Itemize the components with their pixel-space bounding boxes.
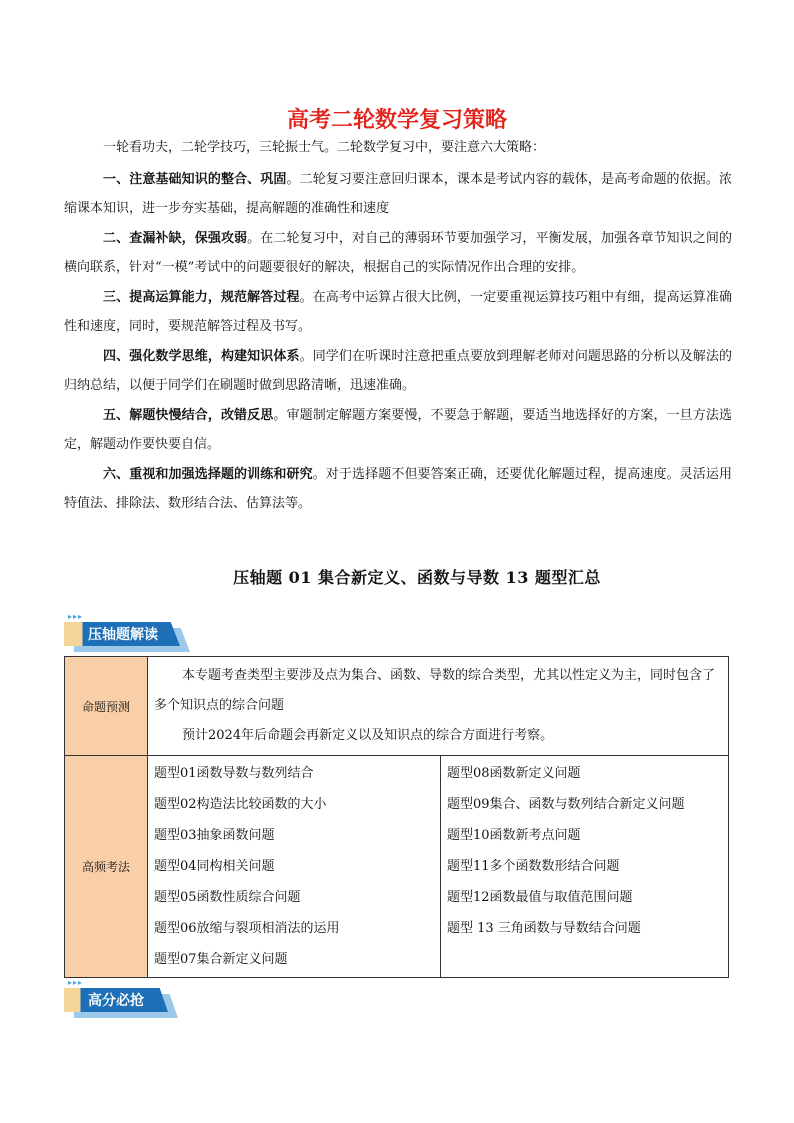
section-badge-highscore xyxy=(64,978,168,1012)
types-right-cell xyxy=(441,756,729,978)
list-item: 题型07集合新定义问题 xyxy=(154,952,288,967)
strategy-heading: 二、查漏补缺，保强攻弱 xyxy=(103,231,248,246)
list-item: 题型05函数性质综合问题 xyxy=(154,890,301,905)
strategy-heading: 五、解题快慢结合，改错反思 xyxy=(103,408,274,423)
list-item: 题型11多个函数数形结合问题 xyxy=(447,859,620,874)
types-left-cell xyxy=(148,756,441,978)
section-badge-interpretation xyxy=(64,612,180,646)
strategy-heading: 六、重视和加强选择题的训练和研究 xyxy=(103,467,313,482)
strategy-heading: 三、提高运算能力，规范解答过程 xyxy=(103,290,300,305)
table-row xyxy=(65,756,729,978)
list-item: 题型 13 三角函数与导数结合问题 xyxy=(447,921,641,936)
strategy-text: 。在高考中运算占很大比例，一定要重视运算技巧粗中有细，提高运算准确性和速度，同时，要规范解答过程及书写。 xyxy=(64,290,732,334)
list-item: 题型08函数新定义问题 xyxy=(447,766,581,781)
strategy-item xyxy=(64,224,732,282)
strategy-item xyxy=(64,283,732,341)
strategy-item xyxy=(64,342,732,400)
intro-text: 一轮看功夫，二轮学技巧，三轮振士气。二轮数学复习中，要注意六大策略： xyxy=(103,140,546,155)
list-item: 题型04同构相关问题 xyxy=(154,859,275,874)
row-label-prediction: 命题预测 xyxy=(65,657,148,756)
badge-label: 压轴题解读 xyxy=(88,627,158,643)
strategy-item xyxy=(64,165,732,223)
strategy-text: 。同学们在听课时注意把重点要放到理解老师对问题思路的分析以及解法的归纳总结，以便于同学们在刷题时做到思路清晰，迅速准确。 xyxy=(64,349,732,393)
prediction-paragraph: 本专题考查类型主要涉及点为集合、函数、导数的综合类型，尤其以性定义为主，同时包含了多个知识点的综合问题 xyxy=(154,668,716,713)
dots-decoration-icon: ▸▸▸ xyxy=(68,612,84,621)
strategy-text: 。审题制定解题方案要慢，不要急于解题，要适当地选择好的方案，一旦方法选定，解题动作要快要自信。 xyxy=(64,408,732,452)
page-title: 高考二轮数学复习策略 xyxy=(286,108,507,133)
table-row xyxy=(65,657,729,756)
badge-label: 高分必抢 xyxy=(88,993,144,1009)
list-item: 题型10函数新考点问题 xyxy=(447,828,581,843)
strategy-heading: 一、注意基础知识的整合、巩固 xyxy=(103,172,287,187)
list-item: 题型03抽象函数问题 xyxy=(154,828,275,843)
strategy-text: 。在二轮复习中，对自己的薄弱环节要加强学习，平衡发展，加强各章节知识之间的横向联系，针对“一模”考试中的问题要很好的解决，根据自己的实际情况作出合理的安排。 xyxy=(64,231,732,275)
strategy-text: 。二轮复习要注意回归课本，课本是考试内容的载体，是高考命题的依据。浓缩课本知识，进一步夯实基础，提高解题的准确性和速度 xyxy=(64,172,732,216)
strategy-heading: 四、强化数学思维，构建知识体系 xyxy=(103,349,300,364)
strategy-item xyxy=(64,460,732,518)
dots-decoration-icon: ▸▸▸ xyxy=(68,978,84,987)
row-label-frequent: 高频考法 xyxy=(65,756,148,978)
section-title: 压轴题 01 集合新定义、函数与导数 13 题型汇总 xyxy=(233,568,601,587)
list-item: 题型06放缩与裂项相消法的运用 xyxy=(154,921,340,936)
list-item: 题型12函数最值与取值范围问题 xyxy=(447,890,633,905)
list-item: 题型01函数导数与数列结合 xyxy=(154,766,314,781)
prediction-cell xyxy=(148,657,729,756)
list-item: 题型09集合、函数与数列结合新定义问题 xyxy=(447,797,685,812)
strategy-text: 。对于选择题不但要答案正确，还要优化解题过程，提高速度。灵活运用特值法、排除法、数形结合法、估算法等。 xyxy=(64,467,732,511)
list-item: 题型02构造法比较函数的大小 xyxy=(154,797,327,812)
strategy-list xyxy=(64,165,732,519)
prediction-paragraph: 预计2024年后命题会再新定义以及知识点的综合方面进行考察。 xyxy=(182,728,554,743)
strategy-item xyxy=(64,401,732,459)
info-table xyxy=(64,656,729,978)
